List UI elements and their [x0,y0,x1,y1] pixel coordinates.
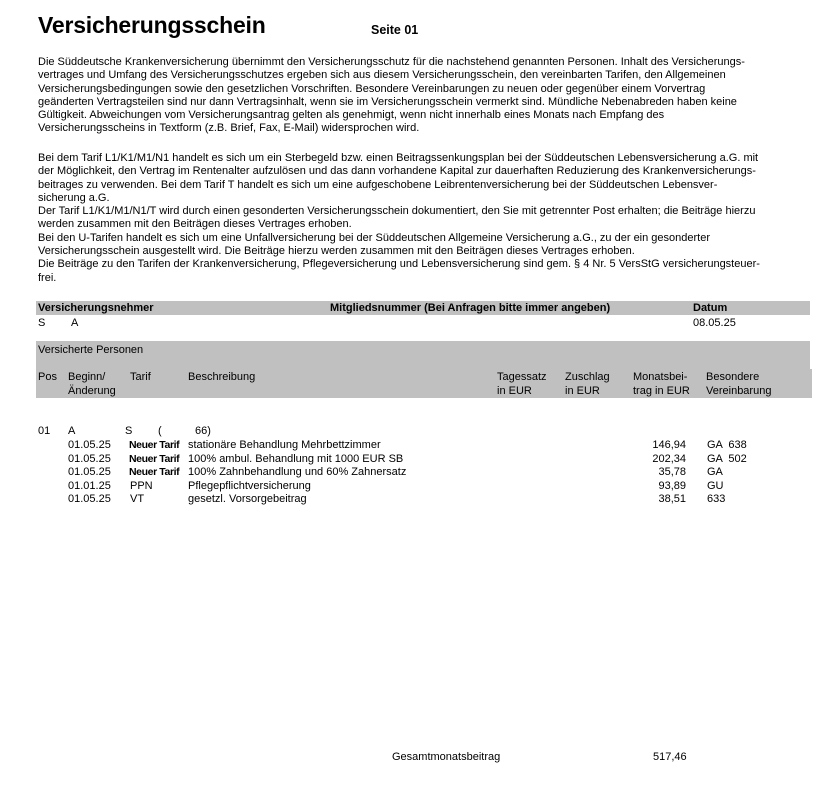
tarif-line: beitrages zu verwenden. Bei dem Tarif T handelt es sich um eine aufgeschobene Leibrentenversicherung bei der Süddeutschen Lebensver- [38,178,718,191]
total-label: Gesamtmonatsbeitrag [392,751,501,763]
total-value: 517,46 [653,751,687,763]
row-monthly-amount: 202,34 [652,452,686,465]
row-description: 100% ambul. Behandlung mit 1000 EUR SB [188,452,404,465]
tarif-line: frei. [38,271,57,284]
row-monthly-amount: 93,89 [658,479,686,492]
person-last: S [125,425,133,437]
tarif-line: Bei den U-Tarifen handelt es sich um eine Unfallversicherung bei der Süddeutschen Allgemeine Versicherung a.G., zu der ein gesonderter [38,231,711,244]
col-description: Beschreibung [188,371,256,383]
row-begin-date: 01.05.25 [68,452,111,465]
column-header-bar [36,369,812,398]
col-surcharge-line1: Zuschlag [565,371,610,383]
document-title: Versicherungsschein [38,12,266,38]
row-tarif: Neuer Tarif [129,466,180,478]
col-surcharge-line2: in EUR [565,385,600,397]
col-special-line2: Vereinbarung [706,385,772,397]
row-begin-date: 01.05.25 [68,466,111,478]
row-description: 100% Zahnbehandlung und 60% Zahnersatz [188,466,407,478]
row-description: gesetzl. Vorsorgebeitrag [188,493,307,505]
row-monthly-amount: 146,94 [652,439,686,451]
intro-paragraph [38,56,818,136]
document-date: 08.05.25 [693,317,736,329]
row-special-agreement: GA 638 [707,439,747,451]
tarif-line: der Möglichkeit, den Vertrag im Rentenalter aufzulösen und das dann vorhandene Kapital zur dauerhaften Reduzierung des Krankenversicherungs- [38,165,756,178]
label-member-number: Mitgliedsnummer (Bei Anfragen bitte immer angeben) [330,302,611,314]
row-begin-date: 01.05.25 [68,439,111,451]
col-daily-line1: Tagessatz [497,371,547,383]
row-monthly-amount: 35,78 [658,466,686,478]
row-monthly-amount: 38,51 [658,493,686,505]
person-paren: ( [158,425,162,437]
row-special-agreement: GU [707,479,724,492]
tarif-paragraph [38,152,818,285]
row-description: Pflegepflichtversicherung [188,479,311,492]
col-begin [68,370,116,398]
col-surcharge [565,370,610,398]
row-begin-date: 01.01.25 [68,479,111,492]
row-tarif: Neuer Tarif [129,452,180,465]
policyholder-firstname: A [71,317,79,329]
tarif-line: Versicherungsschein ausgestellt wird. Die Beiträge hierzu werden zusammen mit den Beiträgen dieses Vertrages erhoben. [38,245,635,258]
intro-line: vertrages und Umfang des Versicherungsschutzes ergeben sich aus diesem Versicherungsschein, den vereinbarten Tarifen, den Allgemeinen [38,69,726,82]
label-policyholder: Versicherungsnehmer [38,302,154,314]
row-special-agreement: GA [707,466,723,478]
tarif-line: werden zusammen mit den Beiträgen dieses Vertrages erhoben. [38,218,352,231]
col-special-line1: Besondere [706,371,760,383]
policyholder-header-bar [36,301,810,315]
row-special-agreement: 633 [707,493,726,505]
col-begin-line1: Beginn/ [68,371,106,383]
col-monthly-line2: trag in EUR [633,385,690,397]
col-begin-line2: Änderung [68,385,116,397]
insured-persons-header-bar [36,341,810,369]
intro-line: Versicherungsbedingungen sowie den gesetzlichen Vorschriften. Besondere Vereinbarungen zu neuen oder gegenüber einem Vorvertrag [38,82,706,95]
col-tarif: Tarif [130,371,151,383]
col-daily-rate [497,370,547,398]
col-monthly-line1: Monatsbei- [633,371,688,383]
row-begin-date: 01.05.25 [68,493,111,505]
page-number: Seite 01 [371,23,419,37]
intro-line: Gültigkeit. Abweichungen vom Versicherungsantrag gelten als genehmigt, wenn nicht innerhalb eines Monats nach Empfang des [38,109,665,122]
row-tarif: VT [130,493,145,505]
intro-line: Die Süddeutsche Krankenversicherung übernimmt den Versicherungsschutz für die nachstehend genannten Personen. Inhalt des Versicherungs- [38,56,745,68]
row-tarif: PPN [130,479,153,492]
row-tarif: Neuer Tarif [129,439,180,451]
intro-line: geänderten Vertragsteilen sind nur dann Vertragsinhalt, wenn sie im Versicherungsschein vermerkt sind. Mündliche Nebenabreden haben keine [38,95,737,108]
row-description: stationäre Behandlung Mehrbettzimmer [188,439,381,451]
person-pos: 01 [38,425,51,437]
intro-line: Versicherungsscheins in Textform (z.B. Brief, Fax, E-Mail) widersprochen wird. [38,122,420,135]
tarif-line: sicherung a.G. [38,191,110,204]
person-first: A [68,425,76,437]
row-special-agreement: GA 502 [707,452,747,465]
insured-persons-label: Versicherte Personen [38,344,144,356]
col-daily-line2: in EUR [497,385,532,397]
person-age: 66) [195,425,211,437]
col-pos: Pos [38,371,57,383]
policyholder-surname: S [38,317,46,329]
col-special [706,370,771,398]
tarif-line: Der Tarif L1/K1/M1/N1/T wird durch einen gesonderten Versicherungsschein dokumentiert, den Sie mit getrennter Post erhalten; die Beiträge hierzu [38,205,756,218]
tarif-line: Die Beiträge zu den Tarifen der Krankenversicherung, Pflegeversicherung und Lebensversicherung sind gem. § 4 Nr. 5 VersStG versicherungsteuer- [38,258,760,271]
label-date: Datum [693,302,728,314]
tarif-line: Bei dem Tarif L1/K1/M1/N1 handelt es sich um ein Sterbegeld bzw. einen Beitragssenkungsplan bei der Süddeutschen Lebensversicherung a.G. mit [38,152,759,164]
col-monthly [633,370,690,398]
